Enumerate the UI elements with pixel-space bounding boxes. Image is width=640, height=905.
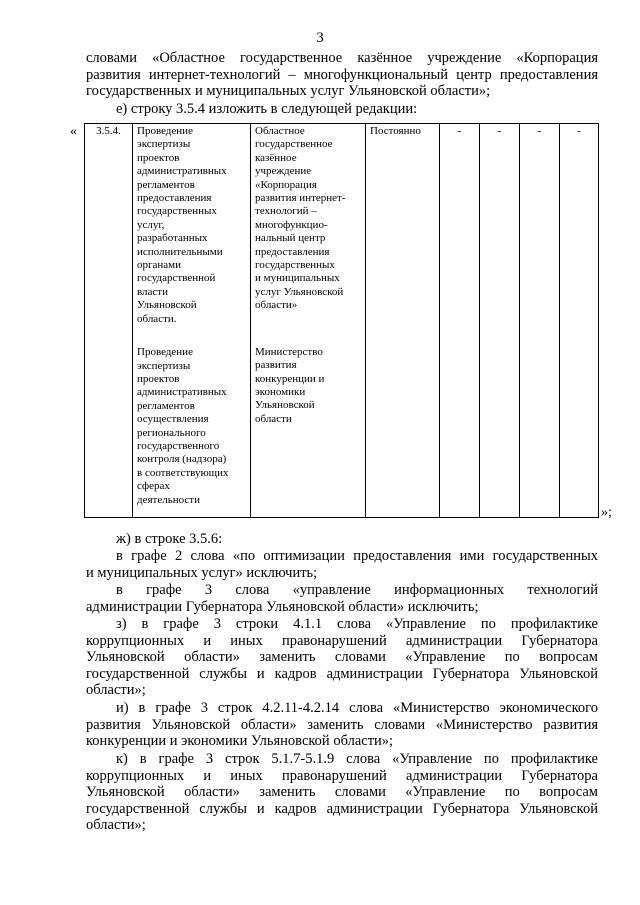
dash-cell: - xyxy=(560,124,599,518)
intro-paragraph xyxy=(86,50,598,100)
table-row xyxy=(85,124,599,518)
item-i: и) в графе 3 строк 4.2.11-4.2.14 слова «Министерство экономического развития Ульяновской области» заменить словами «Министерство развития конкуренции и экономики Ульяновской области»; xyxy=(86,700,598,749)
page-number: 3 xyxy=(316,30,324,46)
quote-close: »; xyxy=(601,505,612,520)
executor-cell xyxy=(251,124,366,518)
row-number-cell: 3.5.4. xyxy=(85,124,133,518)
intro-line: словами «Областное государственное казённое учреждение «Корпорация xyxy=(86,50,598,66)
activity-cell xyxy=(133,124,251,518)
item-k: к) в графе 3 строк 5.1.7-5.1.9 слова «Управление по профилактике коррупционных и иных правонарушений администрации Губернатора Ульяновской области» заменить словами «Управление по вопросам государственной службы и кадров администрации Губернатора Ульяновской области»; xyxy=(86,751,598,833)
term-cell: Постоянно xyxy=(366,124,440,518)
executor-2: Министерство развития конкуренции и экономики Ульяновской области xyxy=(255,345,325,425)
item-z: з) в графе 3 строки 4.1.1 слова «Управление по профилактике коррупционных и иных правонарушений администрации Губернатора Ульяновской области» заменить словами «Управление по вопросам государственной службы и кадров администрации Губернатора Ульяновской области»; xyxy=(86,616,598,698)
item-zh-title xyxy=(86,531,598,548)
plan-table xyxy=(84,123,599,518)
executor-1: Областное государственное казённое учреждение «Корпорация развития интернет- технологий – многофункцио- нальный центр предоставления государственных и муниципальных услуг Ульяновской области» xyxy=(255,125,346,312)
item-e-text: е) строку 3.5.4 изложить в следующей редакции: xyxy=(116,101,418,117)
activity-1: Проведение экспертизы проектов административных регламентов предоставления государственных услуг, разработанных исполнительными органами государственной власти Ульяновской области. xyxy=(137,125,227,325)
dash-cell: - xyxy=(480,124,520,518)
quote-open: « xyxy=(70,124,77,139)
intro-line: государственных и муниципальных услуг Ульяновской области»; xyxy=(86,83,491,99)
activity-2: Проведение экспертизы проектов административных регламентов осуществления регионального государственного контроля (надзора) в соответствующих сферах деятельности xyxy=(137,346,229,506)
dash-cell: - xyxy=(440,124,480,518)
item-zh-1: в графе 2 слова «по оптимизации предоставления ими государственных и муниципальных услуг» исключить; xyxy=(86,548,598,581)
dash-cell: - xyxy=(520,124,560,518)
intro-line: развития интернет-технологий – многофункциональный центр предоставления xyxy=(86,66,598,83)
item-zh-title-text: ж) в строке 3.5.6: xyxy=(116,531,223,547)
item-zh-2: в графе 3 слова «управление информационных технологий администрации Губернатора Ульяновской области» исключить; xyxy=(86,582,598,615)
item-e xyxy=(86,101,598,118)
